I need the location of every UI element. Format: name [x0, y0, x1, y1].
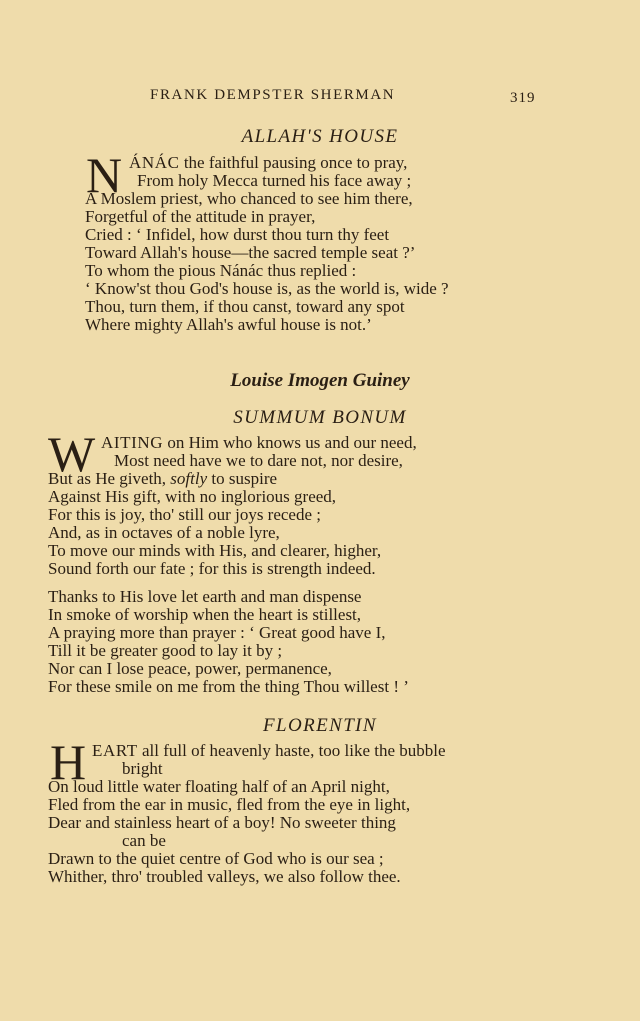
line-text: all full of heavenly haste, too like the bubble — [137, 741, 446, 760]
poem-line: Thou, turn them, if thou canst, toward any spot — [85, 297, 405, 316]
poem-line: For these smile on me from the thing Thou willest ! ’ — [48, 677, 409, 696]
poem-line: Drawn to the quiet centre of God who is our sea ; — [48, 849, 384, 868]
poem-line: Thanks to His love let earth and man dispense — [48, 587, 362, 606]
poem-title-summum-bonum: SUMMUM BONUM — [233, 407, 407, 428]
poem-line: Against His gift, with no inglorious greed, — [48, 487, 337, 506]
author-heading: Louise Imogen Guiney — [230, 370, 410, 391]
line-text: to suspire — [207, 469, 278, 488]
poem-line: Toward Allah's house—the sacred temple seat ?’ — [85, 243, 416, 262]
drop-cap-h: H — [50, 734, 87, 790]
drop-cap-w: W — [48, 426, 96, 482]
poem-line — [48, 470, 593, 488]
poem-line: Where mighty Allah's awful house is not.’ — [85, 315, 372, 334]
poem-line — [48, 434, 593, 452]
poem-line: Nor can I lose peace, power, permanence, — [48, 659, 332, 678]
poem-florentin — [48, 742, 593, 886]
poem-line: can be — [122, 831, 166, 850]
line-text: the faithful pausing once to pray, — [179, 153, 408, 172]
poem-line: Till it be greater good to lay it by ; — [48, 641, 283, 660]
first-word: EART — [92, 741, 138, 760]
poem-line: For this is joy, tho' still our joys recede ; — [48, 505, 321, 524]
poem-line: Forgetful of the attitude in prayer, — [85, 207, 316, 226]
poem-line: From holy Mecca turned his face away ; — [137, 171, 412, 190]
line-text: on Him who knows us and our need, — [163, 433, 417, 452]
first-word: ÁNÁC — [129, 153, 180, 172]
poem-line: In smoke of worship when the heart is stillest, — [48, 605, 362, 624]
poem-line: Whither, thro' troubled valleys, we also follow thee. — [48, 867, 401, 886]
poem-line: bright — [122, 759, 163, 778]
poem-line: Most need have we to dare not, nor desire, — [114, 451, 403, 470]
poem-line: And, as in octaves of a noble lyre, — [48, 523, 280, 542]
poem-line: Dear and stainless heart of a boy! No sweeter thing — [48, 813, 396, 832]
poem-line — [48, 742, 593, 760]
poem-line: To whom the pious Nánác thus replied : — [85, 261, 357, 280]
poem-line: A praying more than prayer : ‘ Great good have I, — [48, 623, 386, 642]
italic-word: softly — [170, 469, 208, 488]
poem-line: Cried : ‘ Infidel, how durst thou turn thy feet — [85, 225, 390, 244]
first-word: AITING — [101, 433, 164, 452]
page-number: 319 — [510, 90, 536, 106]
poem-line: On loud little water floating half of an April night, — [48, 777, 390, 796]
poem-title-allahs-house: ALLAH'S HOUSE — [241, 126, 399, 147]
running-head-author: FRANK DEMPSTER SHERMAN — [150, 87, 396, 103]
drop-cap-n: N — [86, 147, 123, 203]
poem-allahs-house — [85, 154, 630, 334]
poem-line: To move our minds with His, and clearer, higher, — [48, 541, 382, 560]
poem-line: Sound forth our fate ; for this is strength indeed. — [48, 559, 376, 578]
poem-summum-bonum — [48, 434, 593, 696]
poem-line — [85, 154, 630, 172]
poem-line: Fled from the ear in music, fled from the eye in light, — [48, 795, 411, 814]
line-text: But as He giveth, — [48, 469, 171, 488]
poem-line: ‘ Know'st thou God's house is, as the world is, wide ? — [85, 279, 449, 298]
poem-title-florentin: FLORENTIN — [263, 715, 377, 736]
poem-line: A Moslem priest, who chanced to see him there, — [85, 189, 413, 208]
